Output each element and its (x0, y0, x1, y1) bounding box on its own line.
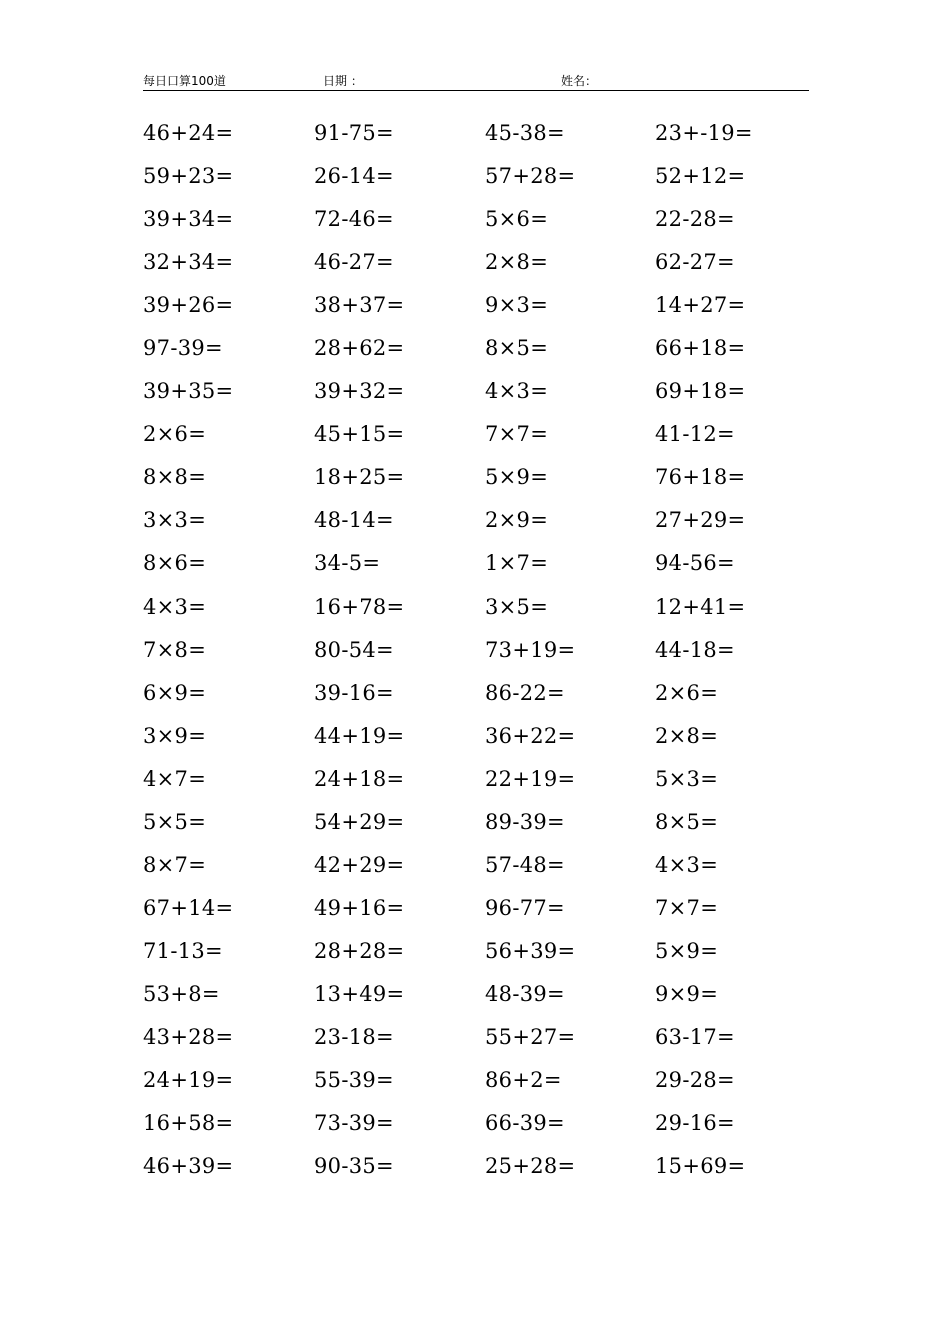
problem-item: 48-14= (314, 508, 394, 533)
problem-item: 32+34= (143, 250, 234, 275)
problem-item: 28+28= (314, 938, 405, 963)
problem-item: 16+78= (314, 594, 405, 619)
problem-row (143, 370, 843, 413)
problem-item: 53+8= (143, 981, 220, 1006)
problem-item: 45-38= (485, 121, 565, 145)
problem-item: 71-13= (143, 938, 223, 963)
problem-item: 96-77= (485, 895, 565, 920)
problem-item: 55+27= (485, 1024, 576, 1049)
problem-item: 76+18= (655, 465, 746, 490)
problem-row (143, 930, 843, 973)
problem-item: 5×3= (655, 766, 719, 791)
problem-row (143, 586, 843, 629)
problem-row (143, 542, 843, 585)
problem-item: 90-35= (314, 1154, 394, 1179)
problem-item: 66-39= (485, 1111, 565, 1136)
problem-item: 97-39= (143, 336, 223, 361)
problem-item: 9×9= (655, 981, 719, 1006)
problem-item: 39-16= (314, 680, 394, 705)
problem-row (143, 155, 843, 198)
problem-item: 18+25= (314, 465, 405, 490)
problem-item: 5×6= (485, 207, 549, 232)
problem-item: 56+39= (485, 938, 576, 963)
problem-item: 36+22= (485, 723, 576, 748)
problem-item: 94-56= (655, 551, 735, 576)
problem-item: 46+24= (143, 121, 234, 145)
problem-item: 26-14= (314, 164, 394, 189)
problem-item: 29-28= (655, 1068, 735, 1093)
problem-item: 57-48= (485, 852, 565, 877)
problem-item: 41-12= (655, 422, 735, 447)
problem-row (143, 499, 843, 542)
problem-row (143, 456, 843, 499)
problem-item: 80-54= (314, 637, 394, 662)
problem-item: 69+18= (655, 379, 746, 404)
problem-row (143, 973, 843, 1016)
worksheet-title: 每日口算100道 (143, 74, 226, 88)
problem-item: 42+29= (314, 852, 405, 877)
problem-row (143, 1059, 843, 1102)
problem-item: 29-16= (655, 1111, 735, 1136)
problem-item: 9×3= (485, 293, 549, 318)
problem-item: 12+41= (655, 594, 746, 619)
problem-item: 39+34= (143, 207, 234, 232)
problem-item: 8×7= (143, 852, 207, 877)
problem-item: 4×7= (143, 766, 207, 791)
problem-row (143, 801, 843, 844)
problem-item: 54+29= (314, 809, 405, 834)
problem-item: 91-75= (314, 121, 394, 145)
problem-item: 28+62= (314, 336, 405, 361)
problem-item: 45+15= (314, 422, 405, 447)
problem-item: 2×6= (655, 680, 719, 705)
problem-item: 3×9= (143, 723, 207, 748)
problem-item: 39+35= (143, 379, 234, 404)
problem-item: 46-27= (314, 250, 394, 275)
problem-row (143, 413, 843, 456)
problem-item: 63-17= (655, 1024, 735, 1049)
problem-item: 3×3= (143, 508, 207, 533)
problem-item: 13+49= (314, 981, 405, 1006)
problem-row (143, 629, 843, 672)
problem-item: 73+19= (485, 637, 576, 662)
problem-row (143, 198, 843, 241)
problem-item: 3×5= (485, 594, 549, 619)
problem-item: 72-46= (314, 207, 394, 232)
problem-row (143, 715, 843, 758)
date-label: 日期 ： (323, 74, 363, 88)
problem-row (143, 887, 843, 930)
problem-item: 2×8= (655, 723, 719, 748)
problem-item: 66+18= (655, 336, 746, 361)
problem-item: 52+12= (655, 164, 746, 189)
problem-item: 2×9= (485, 508, 549, 533)
problem-item: 5×5= (143, 809, 207, 834)
problem-item: 16+58= (143, 1111, 234, 1136)
problem-item: 57+28= (485, 164, 576, 189)
problem-item: 86-22= (485, 680, 565, 705)
problem-item: 23+-19= (655, 121, 753, 145)
problem-item: 44-18= (655, 637, 735, 662)
problem-item: 89-39= (485, 809, 565, 834)
problem-item: 7×8= (143, 637, 207, 662)
problem-item: 8×6= (143, 551, 207, 576)
problem-item: 55-39= (314, 1068, 394, 1093)
problem-item: 7×7= (485, 422, 549, 447)
problem-item: 23-18= (314, 1024, 394, 1049)
worksheet-header (143, 72, 809, 91)
problem-item: 59+23= (143, 164, 234, 189)
problem-item: 48-39= (485, 981, 565, 1006)
problem-item: 2×6= (143, 422, 207, 447)
problem-row (143, 1016, 843, 1059)
problem-row (143, 844, 843, 887)
problem-grid (143, 112, 843, 1188)
problem-item: 6×9= (143, 680, 207, 705)
problem-item: 67+14= (143, 895, 234, 920)
problem-item: 7×7= (655, 895, 719, 920)
problem-item: 44+19= (314, 723, 405, 748)
problem-item: 38+37= (314, 293, 405, 318)
problem-item: 14+27= (655, 293, 746, 318)
problem-item: 22-28= (655, 207, 735, 232)
problem-row (143, 758, 843, 801)
problem-row (143, 1145, 843, 1188)
problem-item: 4×3= (485, 379, 549, 404)
problem-item: 8×5= (485, 336, 549, 361)
problem-row (143, 241, 843, 284)
problem-item: 5×9= (655, 938, 719, 963)
problem-item: 34-5= (314, 551, 381, 576)
problem-row (143, 327, 843, 370)
problem-item: 8×8= (143, 465, 207, 490)
problem-item: 24+19= (143, 1068, 234, 1093)
problem-item: 4×3= (655, 852, 719, 877)
problem-item: 4×3= (143, 594, 207, 619)
problem-item: 49+16= (314, 895, 405, 920)
problem-row (143, 284, 843, 327)
problem-row (143, 1102, 843, 1145)
problem-item: 2×8= (485, 250, 549, 275)
problem-item: 62-27= (655, 250, 735, 275)
problem-item: 73-39= (314, 1111, 394, 1136)
problem-item: 15+69= (655, 1154, 746, 1179)
problem-item: 43+28= (143, 1024, 234, 1049)
problem-item: 5×9= (485, 465, 549, 490)
problem-item: 39+26= (143, 293, 234, 318)
problem-item: 46+39= (143, 1154, 234, 1179)
problem-item: 22+19= (485, 766, 576, 791)
problem-item: 8×5= (655, 809, 719, 834)
problem-row (143, 672, 843, 715)
problem-item: 27+29= (655, 508, 746, 533)
problem-row (143, 112, 843, 155)
problem-item: 25+28= (485, 1154, 576, 1179)
name-label: 姓名： (561, 74, 598, 88)
problem-item: 24+18= (314, 766, 405, 791)
problem-item: 86+2= (485, 1068, 562, 1093)
problem-item: 39+32= (314, 379, 405, 404)
problem-item: 1×7= (485, 551, 549, 576)
